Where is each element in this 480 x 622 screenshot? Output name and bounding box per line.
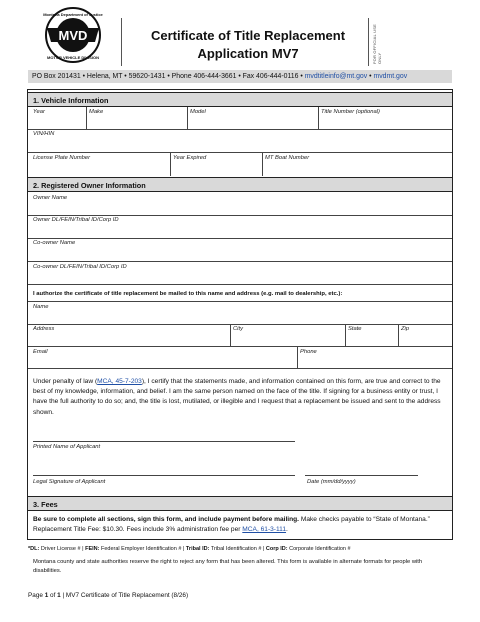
divider [28,368,452,369]
vehicle-section-heading: 1. Vehicle Information [28,92,452,107]
divider [28,346,452,347]
divider [28,238,452,239]
year-field[interactable]: Year [33,109,45,115]
header-divider-right [368,18,369,66]
page-number: 1 [44,592,49,599]
page-footer [28,592,188,599]
divider [86,107,87,129]
printed-name-label: Printed Name of Applicant [33,444,101,450]
year-expired-field[interactable]: Year Expired [173,155,207,161]
mail-city-field[interactable]: City [233,326,243,332]
boat-number-field[interactable]: MT Boat Number [265,155,310,161]
definition-key: Corp ID: [265,546,288,552]
divider [230,324,231,346]
owner-section-heading: 2. Registered Owner Information [28,177,452,192]
id-definitions [28,545,452,553]
contact-bar [28,70,452,83]
certification-text [33,377,447,418]
page-of: of [48,592,58,599]
fees-detail: Make checks payable to “State of Montana.” Replacement Title Fee: $10.30. Fees include 3% administration fee per [33,516,430,533]
signature-label: Legal Signature of Applicant [33,479,106,485]
mail-email-field[interactable]: Email [33,349,48,355]
fees-law-link[interactable]: MCA, 61-3-111 [242,526,287,533]
signature-line[interactable] [33,475,295,476]
fees-section-heading: 3. Fees [28,496,452,511]
vin-field[interactable]: VIN/HIN [33,131,55,137]
divider [318,107,319,129]
divider [28,129,452,130]
contact-separator: • [367,73,374,80]
mvd-logo [33,6,113,64]
certification-text-start: Under penalty of law ( [33,378,98,385]
owner-name-field[interactable]: Owner Name [33,195,68,201]
fees-end: . [286,526,288,533]
mvd-seal-icon [33,6,113,64]
certification-text-end: ), I certify that the statements made, and information contained on this form, are true and correct to the best of my knowledge, information, and belief. I am the same person named on the face of the title. If signing for a business entity or trust, I have the full authority to do so; and, the title is lost, mutilated, or illegible and I request that a replacement be issued and sent to the address shown. [33,378,441,416]
plate-field[interactable]: License Plate Number [33,155,91,161]
divider [28,261,452,262]
header-divider-left [121,18,122,66]
definition-value: Driver License # | [39,546,86,552]
fees-instruction: Be sure to complete all sections, sign this form, and include payment before mailing. [33,516,300,523]
notice-text: Montana county and state authorities reserve the right to reject any form that has been altered. This form is available in alternate formats for people with disabilities. [33,559,423,574]
divider [345,324,346,346]
divider [398,324,399,346]
logo-center-text: MVD [58,28,88,43]
mail-phone-field[interactable]: Phone [300,349,317,355]
date-label: Date (mm/dd/yyyy) [307,479,356,485]
contact-address: PO Box 201431 • Helena, MT • 59620-1431 • Phone 406-444-3661 • Fax 406-444-0116 • [32,73,305,80]
divider [297,346,298,368]
coowner-id-field[interactable]: Co-owner DL/FEIN/Tribal ID/Corp ID [33,264,127,270]
fees-text [33,515,447,535]
form-frame [27,89,453,540]
divider [28,284,452,285]
definition-key: FEIN: [85,546,100,552]
divider [187,107,188,129]
page-total: 1 [57,592,61,599]
mail-name-field[interactable]: Name [33,304,49,310]
definition-value: Corporate Identification # [287,546,351,552]
definition-key: Tribal ID: [185,546,210,552]
mail-zip-field[interactable]: Zip [401,326,410,332]
definition-value: Tribal Identification # | [209,546,266,552]
law-link[interactable]: MCA, 45-7-203 [97,378,142,385]
website-link[interactable]: mvdmt.gov [373,73,408,80]
date-line[interactable] [305,475,418,476]
divider [28,215,452,216]
page-prefix: Page [28,592,45,599]
logo-top-text: Montana Department of Justice [43,12,103,17]
model-field[interactable]: Model [190,109,206,115]
form-name: | MV7 Certificate of Title Replacement (8/26) [60,592,189,599]
mailing-authorization: I authorize the certificate of title replacement be mailed to this name and address (e.g. mail to dealership, etc.): [28,287,452,302]
definition-key: *DL: [28,546,40,552]
form-subtitle: Application MV7 [197,46,299,61]
make-field[interactable]: Make [89,109,104,115]
divider [170,152,171,176]
official-use-label: FOR OFFICIAL USE ONLY [372,24,382,64]
divider [262,152,263,176]
mail-address-field[interactable]: Address [33,326,55,332]
logo-bottom-text: MOTOR VEHICLE DIVISION [47,55,99,60]
coowner-name-field[interactable]: Co-owner Name [33,240,76,246]
divider [28,152,452,153]
owner-id-field[interactable]: Owner DL/FEIN/Tribal ID/Corp ID [33,217,119,223]
mail-state-field[interactable]: State [348,326,362,332]
printed-name-line[interactable] [33,441,295,442]
contact-email-link[interactable]: mvdtitleinfo@mt.gov [304,73,368,80]
definition-value: Federal Employer Identification # | [99,546,186,552]
form-title: Certificate of Title Replacement [150,28,346,43]
title-number-field[interactable]: Title Number (optional) [321,109,380,115]
divider [28,324,452,325]
